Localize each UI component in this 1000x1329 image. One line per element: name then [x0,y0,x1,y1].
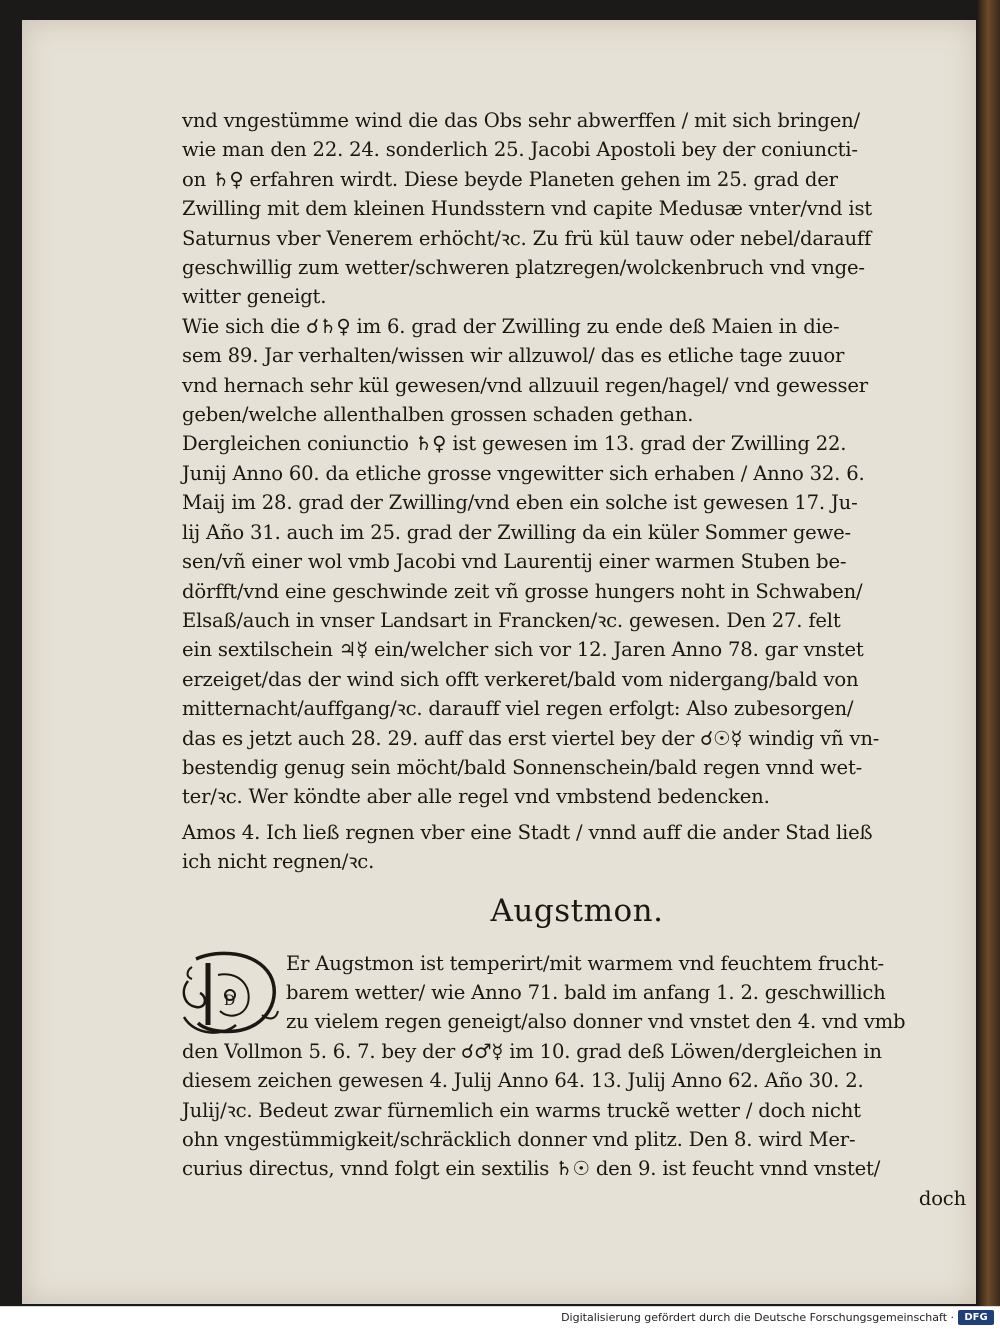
text-line: Wie sich die ☌♄♀ im 6. grad der Zwilling zu ende deß Maien in die- [182,314,840,338]
text-line: Er Augstmon ist temperirt/mit warmem vnd feuchtem frucht- [286,951,884,975]
text-line: Saturnus vber Venerem erhöcht/ꝛc. Zu frü kül tauw oder nebel/darauff [182,226,872,250]
paragraph-3 [182,429,972,811]
text-line: witter geneigt. [182,285,327,309]
text-line: Dergleichen coniunctio ♄♀ ist gewesen im 13. grad der Zwilling 22. [182,432,847,456]
text-line: vnd vngestümme wind die das Obs sehr abwerffen / mit sich bringen/ [182,109,860,132]
paragraph-4-scripture [182,818,972,877]
text-line: Julij/ꝛc. Bedeut zwar fürnemlich ein warms truckẽ wetter / doch nicht [182,1098,861,1122]
text-line: bestendig genug sein möcht/bald Sonnenschein/bald regen vnnd wet- [182,755,863,779]
text-line: das es jetzt auch 28. 29. auff das erst viertel bey der ☌☉☿ windig vñ vn- [182,726,880,750]
text-line: geben/welche allenthalben grossen schaden gethan. [182,403,694,427]
text-line: ich nicht regnen/ꝛc. [182,850,375,874]
text-line: wie man den 22. 24. sonderlich 25. Jacobi Apostoli bey der coniuncti- [182,138,858,162]
text-line: mitternacht/auffgang/ꝛc. darauff viel regen erfolgt: Also zubesorgen/ [182,697,854,721]
page-text [182,106,972,1213]
text-line: lij Año 31. auch im 25. grad der Zwilling da ein küler Sommer gewe- [182,520,851,544]
section-heading: Augstmon. [490,892,664,929]
paragraph-5 [182,949,972,1214]
paragraph-1 [182,106,972,312]
text-line: Amos 4. Ich ließ regnen vber eine Stadt / vnnd auff die ander Stad ließ [182,820,873,844]
paragraph-2 [182,312,972,430]
decorated-initial-d-icon [178,945,282,1039]
text-line: ohn vngestümmigkeit/schräcklich donner vnd plitz. Den 8. wird Mer- [182,1128,856,1151]
text-line: den Vollmon 5. 6. 7. bey der ☌♂☿ im 10. grad deß Löwen/dergleichen in [182,1039,882,1063]
text-line: curius directus, vnnd folgt ein sextilis ♄☉ den 9. ist feucht vnnd vnstet/ [182,1157,881,1181]
text-line: ter/ꝛc. Wer köndte aber alle regel vnd vmbstend bedencken. [182,785,770,809]
text-line: erzeiget/das der wind sich offt verkeret/bald vom nidergang/bald von [182,667,859,691]
paragraph-5-block [182,949,972,1214]
text-line: Maij im 28. grad der Zwilling/vnd eben ein solche ist gewesen 17. Ju- [182,491,858,515]
text-line: sen/vñ einer wol vmb Jacobi vnd Laurentij einer warmen Stuben be- [182,550,847,574]
book-page [22,20,976,1304]
text-line: Elsaß/auch in vnser Landsart in Francken/ꝛc. gewesen. Den 27. felt [182,608,841,632]
text-line: vnd hernach sehr kül gewesen/vnd allzuuil regen/hagel/ vnd gewesser [182,373,868,397]
text-line: Zwilling mit dem kleinen Hundsstern vnd capite Medusæ vnter/vnd ist [182,197,872,221]
book-spine-edge [978,0,1000,1306]
text-line: dörfft/vnd eine geschwinde zeit vñ grosse hungers noht in Schwaben/ [182,579,863,603]
text-line: geschwillig zum wetter/schweren platzregen/wolckenbruch vnd vnge- [182,256,865,280]
svg-text:D: D [224,992,236,1009]
text-line: zu vielem regen geneigt/also donner vnd vnstet den 4. vnd vmb [286,1010,906,1034]
funding-credit: Digitalisierung gefördert durch die Deutsche Forschungsgemeinschaft · [561,1311,954,1324]
text-line: on ♄♀ erfahren wirdt. Diese beyde Planeten gehen im 25. grad der [182,167,838,191]
footer-bar [0,1306,1000,1329]
text-line: Junij Anno 60. da etliche grosse vngewitter sich erhaben / Anno 32. 6. [182,461,865,485]
text-line: diesem zeichen gewesen 4. Julij Anno 64. 13. Julij Anno 62. Año 30. 2. [182,1069,864,1093]
text-line: ein sextilschein ♃☿ ein/welcher sich vor 12. Jaren Anno 78. gar vnstet [182,638,864,662]
dfg-logo-icon[interactable]: DFG [958,1310,994,1325]
text-line: sem 89. Jar verhalten/wissen wir allzuwol/ das es etliche tage zuuor [182,344,845,368]
text-line: barem wetter/ wie Anno 71. bald im anfang 1. 2. geschwillich [286,980,886,1004]
catchword: doch [918,1186,966,1210]
